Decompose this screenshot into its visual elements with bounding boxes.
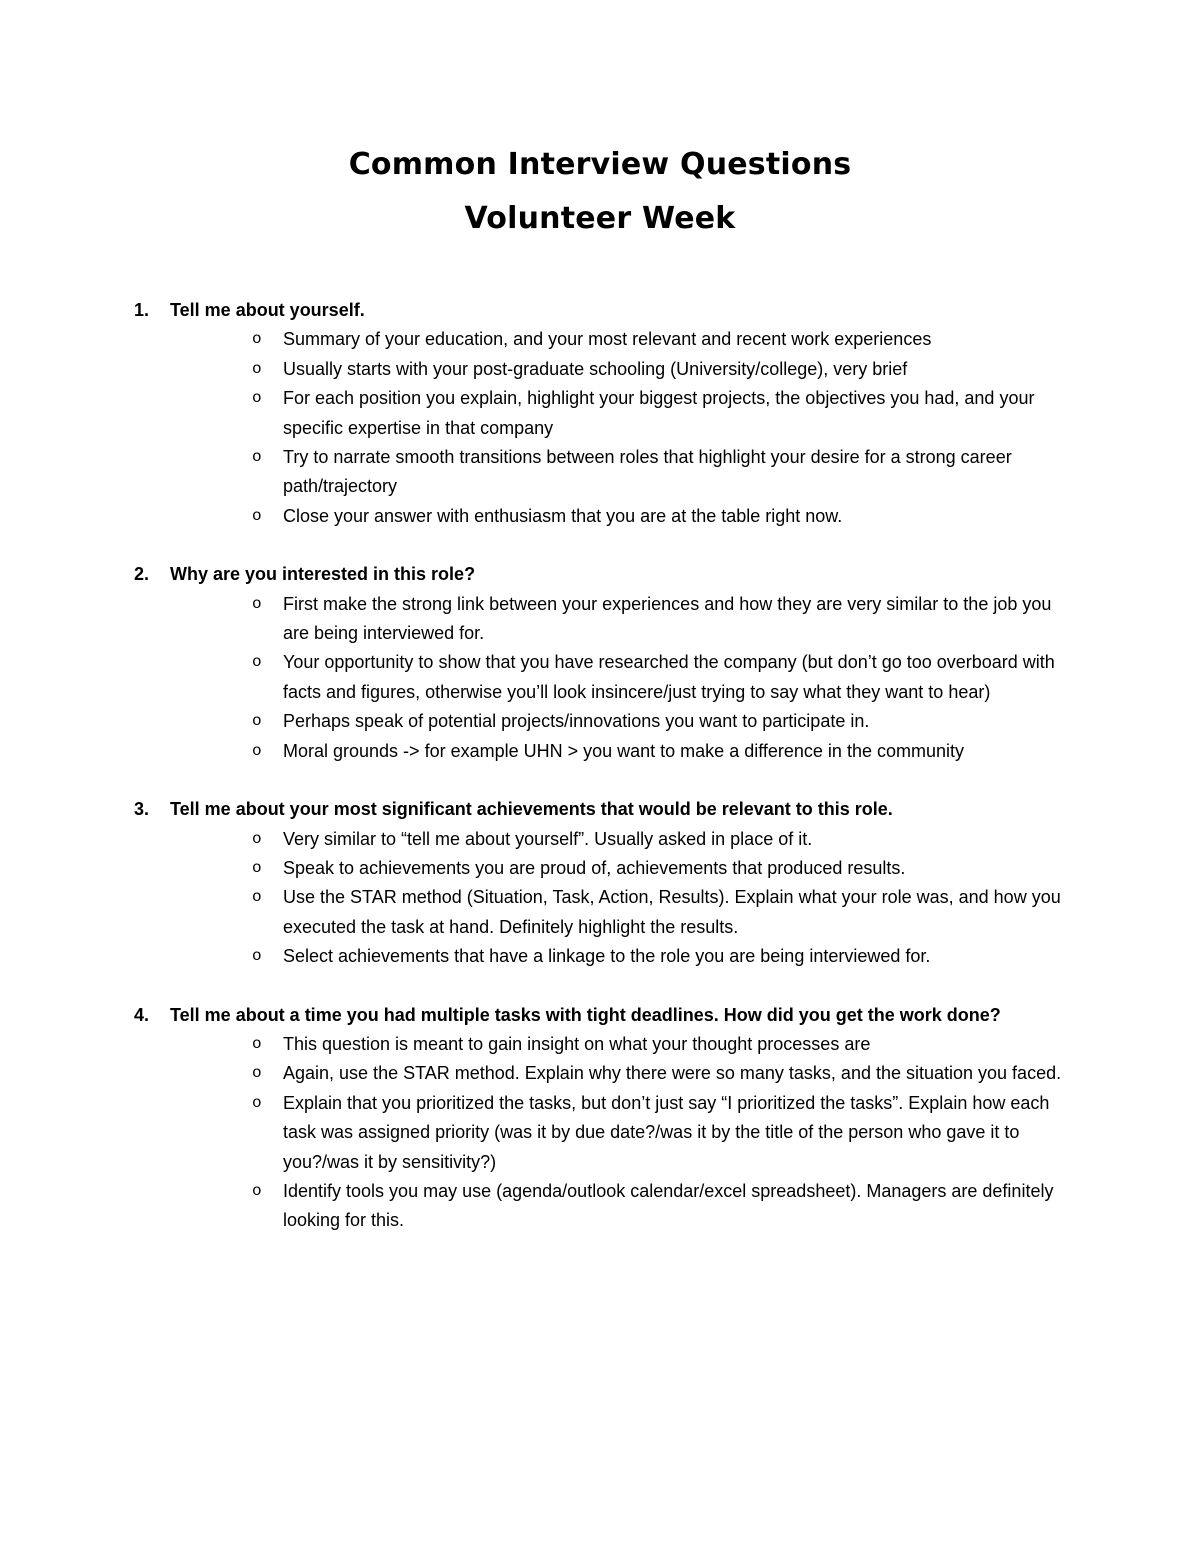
question-4 — [0, 1001, 1200, 1236]
tip-text: Identify tools you may use (agenda/outlook calendar/excel spreadsheet). Managers are definitely looking for this. — [283, 1180, 1054, 1231]
list-item — [0, 502, 1200, 531]
tip-text: Perhaps speak of potential projects/innovations you want to participate in. — [283, 711, 870, 732]
question-1 — [0, 296, 1200, 531]
answer-tips — [0, 825, 1200, 972]
list-item — [0, 1030, 1200, 1059]
question-number: 4. — [134, 1004, 150, 1025]
bullet-marker: o — [252, 829, 262, 848]
bullet-marker: o — [252, 1034, 262, 1053]
title-block — [0, 138, 1200, 246]
tip-text: Close your answer with enthusiasm that you are at the table right now. — [283, 505, 843, 526]
list-item — [0, 648, 1200, 707]
tip-text: First make the strong link between your experiences and how they are very similar to the job you are being interviewed for. — [283, 593, 1052, 644]
bullet-marker: o — [252, 947, 262, 966]
tip-text: Explain that you prioritized the tasks, but don’t just say “I prioritized the tasks”. Explain how each task was assigned priority (was it by due date?/was it by the title of the person who gave it to you?/was it by sensitivity?) — [283, 1092, 1050, 1172]
question-heading — [0, 296, 1200, 325]
bullet-marker: o — [252, 1181, 262, 1200]
tip-text: Your opportunity to show that you have researched the company (but don’t go too overboard with facts and figures, otherwise you’ll look insincere/just trying to say what they want to hear) — [283, 652, 1055, 702]
tip-text: Very similar to “tell me about yourself”. Usually asked in place of it. — [283, 828, 813, 849]
document-title: Common Interview Questions — [348, 147, 852, 182]
list-item — [0, 1059, 1200, 1088]
bullet-marker: o — [252, 712, 262, 731]
question-text: Tell me about yourself. — [170, 300, 365, 320]
question-text: Why are you interested in this role? — [170, 564, 476, 585]
bullet-marker: o — [252, 1093, 262, 1112]
bullet-marker: o — [252, 858, 262, 877]
question-text: Tell me about a time you had multiple tasks with tight deadlines. How did you get the work done? — [170, 1004, 1001, 1025]
tip-text: Use the STAR method (Situation, Task, Action, Results). Explain what your role was, and how you executed the task at hand. Definitely highlight the results. — [283, 887, 1061, 937]
bullet-marker: o — [252, 888, 262, 907]
question-number: 1. — [134, 300, 150, 320]
question-heading — [0, 560, 1200, 589]
question-list — [0, 296, 1200, 1265]
list-item — [0, 443, 1200, 502]
tip-text: This question is meant to gain insight on what your thought processes are — [283, 1033, 871, 1054]
bullet-marker: o — [252, 330, 262, 349]
bullet-marker: o — [252, 448, 262, 467]
document-subtitle: Volunteer Week — [464, 201, 736, 236]
list-item — [0, 1089, 1200, 1177]
question-heading — [0, 795, 1200, 824]
tip-text: Speak to achievements you are proud of, achievements that produced results. — [283, 857, 906, 878]
answer-tips — [0, 590, 1200, 766]
tip-text: Moral grounds -> for example UHN > you want to make a difference in the community — [283, 740, 964, 761]
list-item — [0, 384, 1200, 443]
bullet-marker: o — [252, 389, 262, 408]
tip-text: For each position you explain, highlight your biggest projects, the objectives you had, and your specific expertise in that company — [283, 388, 1035, 438]
list-item — [0, 325, 1200, 354]
list-item — [0, 590, 1200, 649]
bullet-marker: o — [252, 506, 262, 525]
question-text: Tell me about your most significant achievements that would be relevant to this role. — [170, 799, 893, 820]
list-item — [0, 854, 1200, 883]
question-number: 2. — [134, 564, 150, 585]
list-item — [0, 825, 1200, 854]
question-3 — [0, 795, 1200, 971]
tip-text: Summary of your education, and your most relevant and recent work experiences — [283, 329, 932, 350]
list-item — [0, 1177, 1200, 1236]
bullet-marker: o — [252, 359, 262, 378]
question-heading — [0, 1001, 1200, 1030]
bullet-marker: o — [252, 653, 262, 672]
tip-text: Select achievements that have a linkage to the role you are being interviewed for. — [283, 946, 931, 967]
list-item — [0, 355, 1200, 384]
tip-text: Usually starts with your post-graduate schooling (University/college), very brief — [283, 358, 908, 379]
tip-text: Try to narrate smooth transitions between roles that highlight your desire for a strong career path/trajectory — [283, 447, 1012, 497]
bullet-marker: o — [252, 594, 262, 613]
question-2 — [0, 560, 1200, 766]
list-item — [0, 883, 1200, 942]
question-number: 3. — [134, 799, 150, 820]
bullet-marker: o — [252, 1064, 262, 1083]
answer-tips — [0, 325, 1200, 531]
list-item — [0, 707, 1200, 736]
list-item — [0, 737, 1200, 766]
bullet-marker: o — [252, 741, 262, 760]
tip-text: Again, use the STAR method. Explain why there were so many tasks, and the situation you faced. — [283, 1063, 1062, 1084]
answer-tips — [0, 1030, 1200, 1236]
list-item — [0, 942, 1200, 971]
